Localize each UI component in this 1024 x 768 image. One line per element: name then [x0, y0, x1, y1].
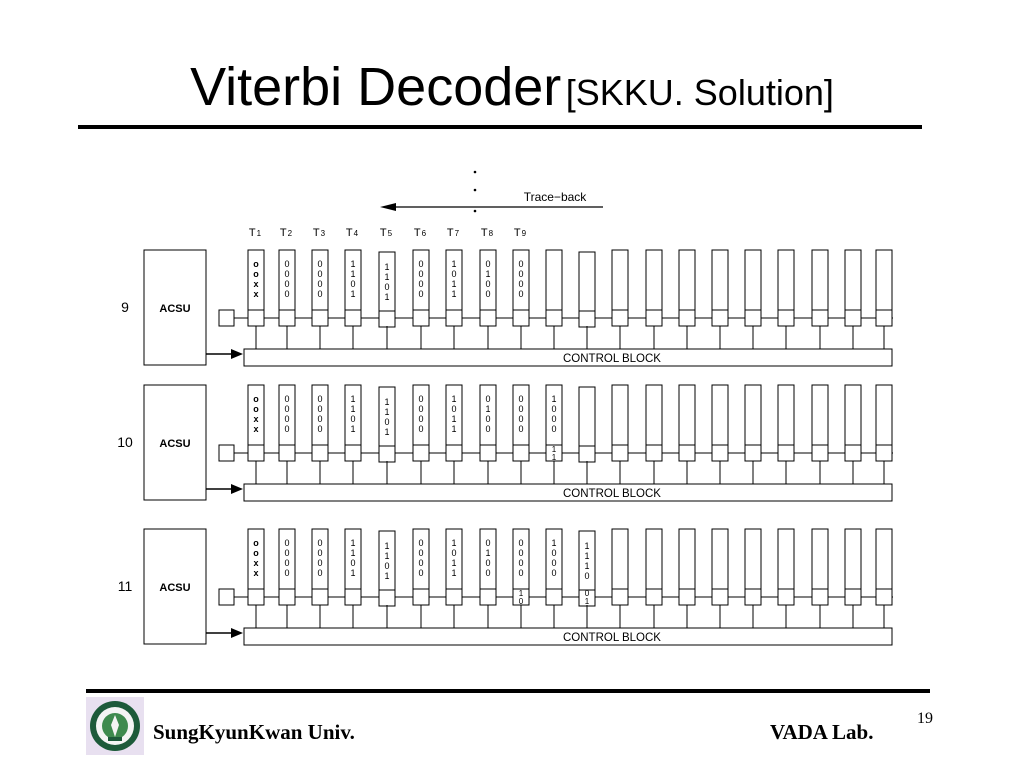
survivor-bit: 0 — [485, 414, 491, 424]
survivor-bit: 0 — [518, 259, 524, 269]
survivor-bit: 0 — [485, 568, 491, 578]
memory-column — [612, 385, 628, 445]
memory-cell — [679, 445, 695, 461]
memory-column — [812, 529, 828, 589]
survivor-bit: 1 — [451, 394, 457, 404]
survivor-bit: 0 — [418, 269, 424, 279]
survivor-bit: 0 — [451, 269, 457, 279]
survivor-bit: 1 — [384, 427, 390, 437]
survivor-bit: 0 — [551, 568, 557, 578]
time-label-letter: T — [279, 227, 287, 239]
memory-cell — [279, 310, 295, 326]
survivor-bit: 0 — [418, 289, 424, 299]
survivor-bit: x — [253, 414, 259, 424]
survivor-bit: 0 — [485, 394, 491, 404]
survivor-bit: 0 — [551, 548, 557, 558]
survivor-bit: o — [253, 259, 259, 269]
step-number: 9 — [121, 299, 129, 315]
survivor-bit: 0 — [584, 571, 590, 581]
memory-cell — [248, 589, 264, 605]
survivor-bit: 0 — [518, 394, 524, 404]
memory-cell — [712, 310, 728, 326]
survivor-bit: 1 — [384, 292, 390, 302]
memory-cell — [248, 310, 264, 326]
memory-column — [778, 529, 794, 589]
memory-cell — [579, 446, 595, 462]
memory-cell — [845, 310, 861, 326]
memory-cell — [612, 445, 628, 461]
title-subtitle: [SKKU. Solution] — [565, 72, 834, 113]
memory-column — [612, 529, 628, 589]
survivor-bit: 0 — [284, 414, 290, 424]
survivor-bit: 0 — [317, 269, 323, 279]
memory-column — [745, 385, 761, 445]
time-label-t1 — [249, 227, 262, 239]
survivor-bit: 0 — [518, 538, 524, 548]
memory-column — [679, 385, 695, 445]
memory-cell — [845, 589, 861, 605]
memory-column — [646, 250, 662, 310]
survivor-bit: 1 — [485, 404, 491, 414]
title-main: Viterbi Decoder — [190, 57, 562, 117]
input-register — [219, 589, 234, 605]
survivor-bit: 0 — [284, 394, 290, 404]
memory-cell — [546, 310, 562, 326]
survivor-bit: 0 — [485, 538, 491, 548]
survivor-bit: x — [253, 279, 259, 289]
survivor-bit: 1 — [350, 404, 356, 414]
survivor-bit: 0 — [317, 568, 323, 578]
memory-cell — [446, 589, 462, 605]
memory-cell — [480, 310, 496, 326]
survivor-bit: 0 — [284, 558, 290, 568]
control-block-label: CONTROL BLOCK — [563, 353, 661, 365]
survivor-bit: 0 — [317, 558, 323, 568]
survivor-bit: 0 — [317, 279, 323, 289]
memory-column — [679, 529, 695, 589]
acsu-to-control-arrow-head — [231, 628, 243, 638]
ellipsis-dot — [474, 210, 477, 213]
memory-column — [712, 250, 728, 310]
time-label-letter: T — [480, 227, 488, 239]
survivor-bit: 1 — [451, 568, 457, 578]
memory-cell — [646, 589, 662, 605]
memory-cell — [546, 589, 562, 605]
time-label-index: 9 — [521, 229, 527, 238]
memory-cell — [345, 310, 361, 326]
survivor-bit: 0 — [518, 568, 524, 578]
step-number: 11 — [117, 578, 133, 594]
time-label-t9 — [514, 227, 527, 239]
memory-cell — [312, 589, 328, 605]
step-number: 10 — [117, 434, 133, 450]
time-label-index: 5 — [387, 229, 393, 238]
memory-cell — [712, 445, 728, 461]
memory-cell — [745, 445, 761, 461]
acsu-label: ACSU — [159, 582, 191, 594]
survivor-bit: 1 — [350, 289, 356, 299]
survivor-bit: 0 — [518, 558, 524, 568]
survivor-bit: 0 — [418, 279, 424, 289]
survivor-bit: 1 — [384, 551, 390, 561]
time-label-index: 7 — [454, 229, 460, 238]
register-bit: 0 — [518, 597, 524, 606]
memory-column — [546, 250, 562, 310]
time-label-letter: T — [413, 227, 421, 239]
trace-back-arrow-head — [380, 203, 396, 211]
survivor-bit: 0 — [418, 548, 424, 558]
memory-column — [679, 250, 695, 310]
acsu-to-control-arrow-head — [231, 349, 243, 359]
register-bit: 0 — [584, 589, 590, 598]
survivor-bit: 0 — [284, 259, 290, 269]
time-label-letter: T — [379, 227, 387, 239]
survivor-bit: 1 — [350, 538, 356, 548]
survivor-bit: 0 — [418, 394, 424, 404]
register-bit: 1 — [551, 453, 557, 462]
memory-column — [876, 250, 892, 310]
survivor-bit: 0 — [317, 404, 323, 414]
survivor-bit: 1 — [451, 259, 457, 269]
survivor-bit: o — [253, 404, 259, 414]
survivor-bit: 0 — [317, 289, 323, 299]
time-label-letter: T — [446, 227, 454, 239]
survivor-bit: 0 — [518, 548, 524, 558]
survivor-bit: 0 — [551, 404, 557, 414]
time-label-letter: T — [248, 227, 256, 239]
memory-column — [745, 250, 761, 310]
memory-cell — [778, 310, 794, 326]
survivor-bit: 1 — [350, 259, 356, 269]
memory-column — [646, 385, 662, 445]
memory-cell — [279, 589, 295, 605]
memory-column — [876, 529, 892, 589]
memory-cell — [413, 445, 429, 461]
survivor-bit: 0 — [418, 414, 424, 424]
survivor-bit: 0 — [518, 289, 524, 299]
memory-column — [845, 529, 861, 589]
survivor-bit: 1 — [451, 558, 457, 568]
memory-cell — [379, 311, 395, 327]
survivor-bit: 0 — [518, 269, 524, 279]
control-block-label: CONTROL BLOCK — [563, 632, 661, 644]
time-label-index: 8 — [488, 229, 494, 238]
memory-column — [712, 385, 728, 445]
memory-column — [579, 252, 595, 312]
input-register — [219, 445, 234, 461]
survivor-bit: x — [253, 289, 259, 299]
memory-cell — [513, 310, 529, 326]
memory-cell — [612, 310, 628, 326]
memory-cell — [612, 589, 628, 605]
survivor-bit: 0 — [518, 404, 524, 414]
memory-cell — [646, 310, 662, 326]
memory-column — [778, 250, 794, 310]
memory-cell — [745, 310, 761, 326]
time-label-index: 6 — [421, 229, 427, 238]
survivor-bit: 0 — [418, 558, 424, 568]
memory-cell — [778, 589, 794, 605]
survivor-bit: 0 — [518, 414, 524, 424]
survivor-bit: 0 — [485, 558, 491, 568]
survivor-bit: 0 — [518, 424, 524, 434]
survivor-bit: 0 — [485, 289, 491, 299]
memory-cell — [812, 310, 828, 326]
time-label-letter: T — [345, 227, 353, 239]
survivor-bit: 1 — [584, 561, 590, 571]
survivor-bit: 1 — [451, 538, 457, 548]
survivor-bit: 1 — [451, 289, 457, 299]
control-block-label: CONTROL BLOCK — [563, 488, 661, 500]
survivor-bit: 1 — [384, 407, 390, 417]
memory-column — [876, 385, 892, 445]
time-label-letter: T — [312, 227, 320, 239]
memory-cell — [778, 445, 794, 461]
survivor-bit: x — [253, 568, 259, 578]
survivor-bit: 0 — [418, 538, 424, 548]
memory-cell — [379, 446, 395, 462]
university-seal-logo — [86, 697, 144, 755]
survivor-bit: 0 — [451, 548, 457, 558]
survivor-bit: 0 — [317, 414, 323, 424]
time-label-t4 — [346, 227, 359, 239]
survivor-bit: 0 — [284, 424, 290, 434]
survivor-bit: o — [253, 269, 259, 279]
survivor-bit: 1 — [584, 551, 590, 561]
memory-cell — [812, 445, 828, 461]
survivor-bit: 1 — [350, 548, 356, 558]
memory-cell — [812, 589, 828, 605]
memory-column — [579, 387, 595, 447]
memory-cell — [480, 589, 496, 605]
time-label-index: 1 — [256, 229, 262, 238]
survivor-bit: 1 — [451, 279, 457, 289]
survivor-bit: 0 — [284, 568, 290, 578]
ellipsis-dot — [474, 171, 477, 174]
survivor-bit: 0 — [451, 404, 457, 414]
survivor-bit: 0 — [317, 394, 323, 404]
survivor-bit: 0 — [518, 279, 524, 289]
memory-cell — [312, 310, 328, 326]
memory-column — [778, 385, 794, 445]
survivor-bit: 1 — [584, 541, 590, 551]
memory-cell — [745, 589, 761, 605]
memory-cell — [712, 589, 728, 605]
survivor-bit: 0 — [551, 424, 557, 434]
memory-column — [812, 385, 828, 445]
survivor-bit: o — [253, 394, 259, 404]
register-bit: 1 — [518, 589, 524, 598]
survivor-bit: 0 — [317, 538, 323, 548]
survivor-bit: 1 — [384, 272, 390, 282]
memory-cell — [876, 589, 892, 605]
acsu-label: ACSU — [159, 303, 191, 315]
survivor-bit: 0 — [284, 279, 290, 289]
survivor-bit: 0 — [284, 269, 290, 279]
survivor-bit: o — [253, 538, 259, 548]
memory-column — [745, 529, 761, 589]
footer-lab: VADA Lab. — [770, 720, 874, 744]
survivor-bit: 1 — [384, 397, 390, 407]
memory-cell — [646, 445, 662, 461]
memory-cell — [579, 311, 595, 327]
survivor-bit: x — [253, 424, 259, 434]
memory-column — [712, 529, 728, 589]
survivor-bit: 0 — [350, 414, 356, 424]
time-label-t7 — [447, 227, 460, 239]
memory-cell — [312, 445, 328, 461]
survivor-bit: 1 — [384, 571, 390, 581]
register-bit: 1 — [551, 445, 557, 454]
acsu-to-control-arrow-head — [231, 484, 243, 494]
survivor-bit: 0 — [418, 259, 424, 269]
survivor-bit: 0 — [284, 538, 290, 548]
survivor-bit: 0 — [551, 558, 557, 568]
memory-column — [845, 385, 861, 445]
memory-column — [612, 250, 628, 310]
survivor-bit: 1 — [350, 568, 356, 578]
survivor-bit: 0 — [317, 259, 323, 269]
survivor-bit: 1 — [384, 541, 390, 551]
survivor-bit: 0 — [418, 404, 424, 414]
survivor-bit: 0 — [284, 289, 290, 299]
survivor-bit: 1 — [551, 394, 557, 404]
input-register — [219, 310, 234, 326]
survivor-bit: 0 — [485, 279, 491, 289]
memory-cell — [413, 589, 429, 605]
memory-cell — [248, 445, 264, 461]
survivor-bit: 0 — [317, 548, 323, 558]
memory-column — [646, 529, 662, 589]
register-bit: 1 — [584, 597, 590, 606]
memory-cell — [345, 589, 361, 605]
survivor-bit: 0 — [384, 282, 390, 292]
time-label-t5 — [380, 227, 393, 239]
time-label-t6 — [414, 227, 427, 239]
memory-cell — [480, 445, 496, 461]
page-number: 19 — [917, 710, 933, 727]
memory-cell — [679, 589, 695, 605]
survivor-bit: 0 — [551, 414, 557, 424]
memory-cell — [876, 310, 892, 326]
memory-column — [812, 250, 828, 310]
survivor-bit: 0 — [350, 558, 356, 568]
memory-cell — [446, 310, 462, 326]
time-label-index: 3 — [320, 229, 326, 238]
survivor-bit: 0 — [284, 548, 290, 558]
time-label-letter: T — [513, 227, 521, 239]
time-label-t8 — [481, 227, 494, 239]
survivor-bit: 1 — [350, 424, 356, 434]
survivor-bit: 1 — [384, 262, 390, 272]
survivor-bit: 0 — [350, 279, 356, 289]
survivor-bit: 0 — [384, 561, 390, 571]
survivor-bit: 0 — [317, 424, 323, 434]
survivor-bit: 1 — [551, 538, 557, 548]
time-label-index: 4 — [353, 229, 359, 238]
memory-cell — [876, 445, 892, 461]
survivor-bit: 1 — [485, 548, 491, 558]
survivor-bit: 0 — [418, 568, 424, 578]
survivor-bit: 1 — [350, 269, 356, 279]
memory-cell — [513, 445, 529, 461]
survivor-bit: 0 — [284, 404, 290, 414]
survivor-bit: 0 — [418, 424, 424, 434]
survivor-bit: 1 — [451, 414, 457, 424]
memory-cell — [279, 445, 295, 461]
time-label-t3 — [313, 227, 326, 239]
memory-cell — [679, 310, 695, 326]
memory-cell — [345, 445, 361, 461]
survivor-bit: x — [253, 558, 259, 568]
survivor-bit: o — [253, 548, 259, 558]
survivor-bit: 0 — [485, 259, 491, 269]
acsu-label: ACSU — [159, 438, 191, 450]
survivor-bit: 0 — [485, 424, 491, 434]
time-label-index: 2 — [287, 229, 293, 238]
survivor-bit: 1 — [350, 394, 356, 404]
memory-cell — [446, 445, 462, 461]
survivor-bit: 0 — [384, 417, 390, 427]
memory-cell — [413, 310, 429, 326]
footer-university: SungKyunKwan Univ. — [153, 720, 355, 744]
footer-divider — [86, 689, 930, 693]
memory-cell — [379, 590, 395, 606]
memory-cell — [845, 445, 861, 461]
survivor-bit: 1 — [451, 424, 457, 434]
ellipsis-dot — [474, 189, 477, 192]
time-label-t2 — [280, 227, 293, 239]
trace-back-label: Trace−back — [523, 190, 587, 204]
survivor-bit: 1 — [485, 269, 491, 279]
memory-column — [845, 250, 861, 310]
